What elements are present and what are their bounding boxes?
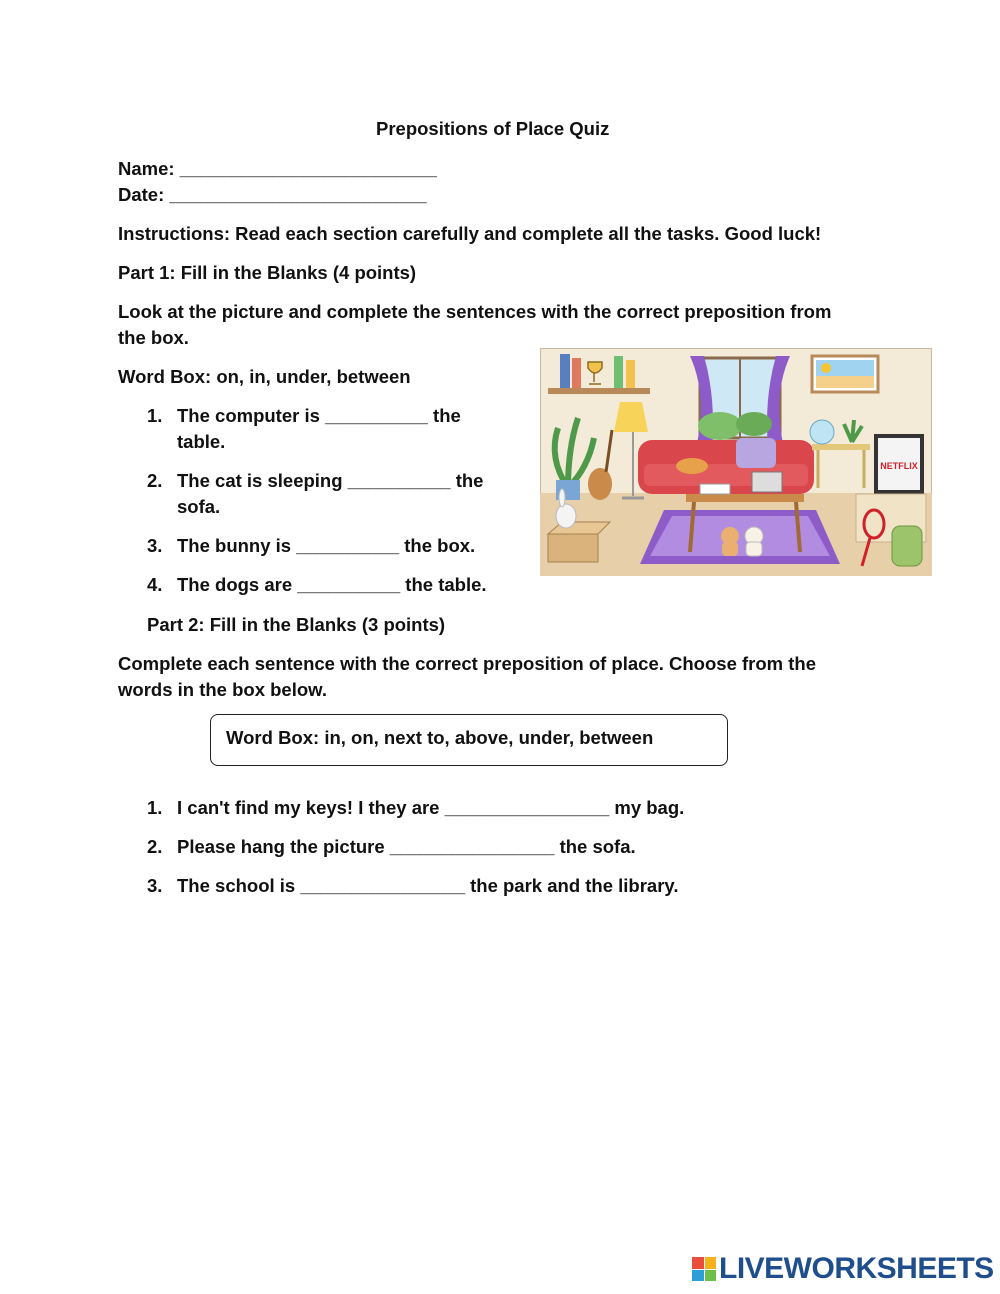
- item-number: 3.: [147, 535, 163, 556]
- backpack-icon: [892, 526, 922, 566]
- laptop-icon: [752, 472, 782, 492]
- part2-word-box: [210, 714, 728, 766]
- logo-text: LIVEWORKSHEETS: [719, 1252, 994, 1285]
- bunny-icon: [556, 504, 576, 528]
- item-number: 3.: [147, 875, 163, 896]
- book: [572, 358, 581, 388]
- part1-prompt-line2: the box.: [118, 327, 189, 348]
- pillow: [736, 438, 776, 468]
- item-text: The computer is __________ the: [177, 405, 461, 426]
- item-text: The dogs are __________ the table.: [177, 574, 487, 595]
- item-text: The bunny is __________ the box.: [177, 535, 476, 556]
- item-text: Please hang the picture ________________ the sofa.: [177, 836, 636, 857]
- liveworksheets-logo[interactable]: [692, 1252, 994, 1286]
- instructions: Instructions: Read each section carefully and complete all the tasks. Good luck!: [118, 223, 822, 244]
- pizza-box: [700, 484, 730, 494]
- date-field[interactable]: Date: _________________________: [118, 184, 427, 205]
- part1-prompt-line1: Look at the picture and complete the sentences with the correct preposition from: [118, 301, 832, 322]
- part1-item-3[interactable]: [147, 533, 475, 559]
- sun-icon: [821, 363, 831, 373]
- item-text: I can't find my keys! I they are ________________ my bag.: [177, 797, 685, 818]
- tv-logo: NETFLIX: [880, 461, 918, 471]
- item-number: 1.: [147, 405, 163, 426]
- part1-item-4[interactable]: [147, 572, 487, 598]
- cat-icon: [676, 458, 708, 474]
- logo-mark-icon: [692, 1257, 716, 1281]
- part2-item-2[interactable]: [147, 834, 636, 860]
- living-room-picture: [540, 348, 932, 576]
- part1-item-1-cont: table.: [177, 431, 226, 452]
- part1-item-1[interactable]: [147, 403, 461, 429]
- plant: [736, 412, 772, 436]
- part1-heading: Part 1: Fill in the Blanks (4 points): [118, 262, 417, 283]
- name-field[interactable]: Name: _________________________: [118, 158, 437, 179]
- book: [626, 360, 635, 388]
- book: [560, 354, 570, 388]
- book: [614, 356, 623, 388]
- part1-word-box: Word Box: on, in, under, between: [118, 366, 411, 387]
- fishbowl-icon: [810, 420, 834, 444]
- item-text: The school is ________________ the park and the library.: [177, 875, 679, 896]
- coffee-table: [686, 494, 804, 502]
- item-number: 2.: [147, 470, 163, 491]
- guitar-icon: [588, 468, 612, 500]
- part2-heading: Part 2: Fill in the Blanks (3 points): [147, 614, 446, 635]
- item-number: 4.: [147, 574, 163, 595]
- shelf: [548, 388, 650, 394]
- box: [548, 534, 598, 562]
- part2-prompt-line2: words in the box below.: [118, 679, 327, 700]
- part1-item-2-cont: sofa.: [177, 496, 221, 517]
- item-number: 2.: [147, 836, 163, 857]
- part2-item-1[interactable]: [147, 795, 684, 821]
- part1-item-2[interactable]: [147, 468, 483, 494]
- part2-item-3[interactable]: [147, 873, 678, 899]
- item-number: 1.: [147, 797, 163, 818]
- plant: [698, 412, 742, 440]
- page-title: Prepositions of Place Quiz: [376, 118, 610, 139]
- item-text: The cat is sleeping __________ the: [177, 470, 484, 491]
- part2-word-box-text: Word Box: in, on, next to, above, under, between: [226, 727, 654, 748]
- part2-prompt-line1: Complete each sentence with the correct preposition of place. Choose from the: [118, 653, 816, 674]
